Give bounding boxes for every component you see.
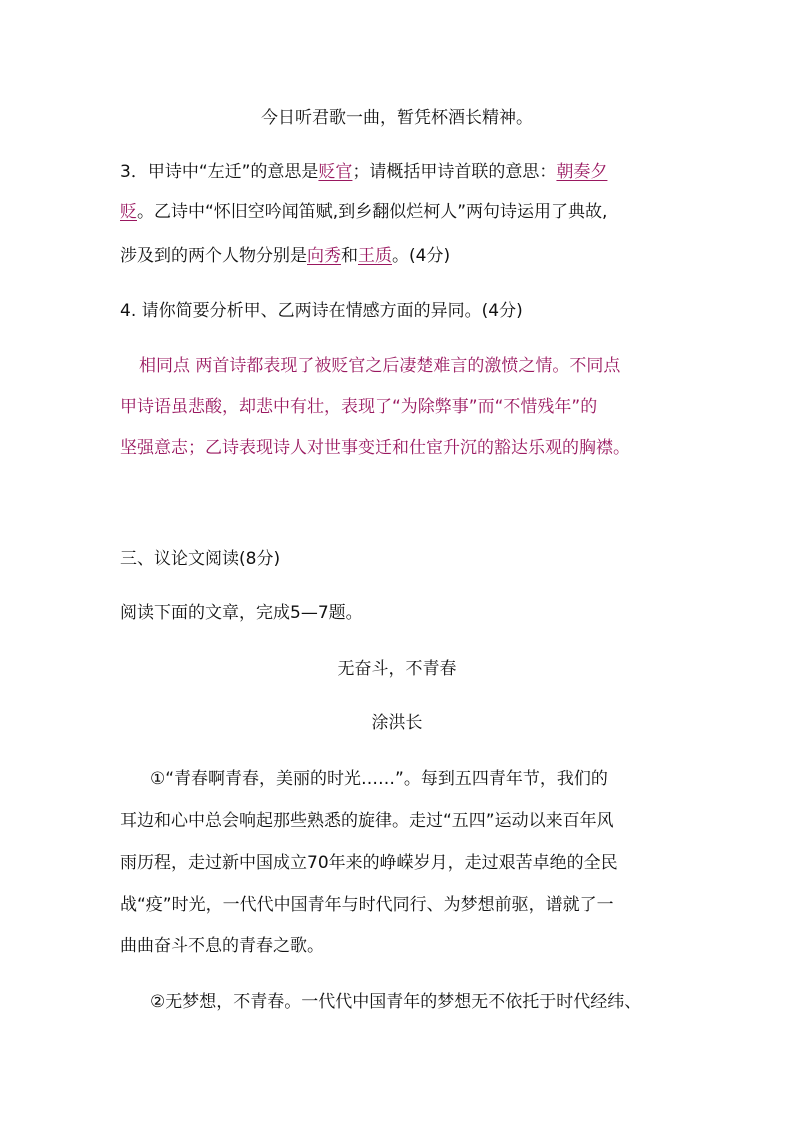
paragraph-1-line-3: 雨历程，走过新中国成立70年来的峥嵘岁月，走过艰苦卓绝的全民 <box>120 853 618 873</box>
article-author: 涂洪长 <box>371 713 423 733</box>
answer-shoulian-part1: 朝奏夕 <box>556 162 608 182</box>
q3-text-c: 。乙诗中“怀旧空吟闻笛赋,到乡翻似烂柯人”两句诗运用了典故, <box>137 202 608 222</box>
q3-text-f: 。(4分) <box>392 246 451 266</box>
q3-text-e: 和 <box>341 246 358 266</box>
poem-line: 今日听君歌一曲，暂凭杯酒长精神。 <box>261 108 533 128</box>
answer-zuoqian: 贬官 <box>318 162 353 182</box>
q3-text-a: 3．甲诗中“左迁”的意思是 <box>120 162 319 182</box>
q3-line-3 <box>120 245 450 267</box>
paragraph-2-line-1: ②无梦想，不青春。一代代中国青年的梦想无不依托于时代经纬、 <box>150 992 642 1012</box>
q4-answer-line-2: 甲诗语虽悲酸，却悲中有壮，表现了“为除弊事”而“不惜残年”的 <box>120 397 598 417</box>
q3-text-d: 涉及到的两个人物分别是 <box>120 246 307 266</box>
answer-person-1: 向秀 <box>307 246 341 266</box>
paragraph-1-line-1: ①“青春啊青春，美丽的时光……”。每到五四青年节，我们的 <box>150 769 608 789</box>
q4-answer-line-3: 坚强意志；乙诗表现诗人对世事变迁和仕宦升沉的豁达乐观的胸襟。 <box>120 438 630 458</box>
q3-text-b: ；请概括甲诗首联的意思： <box>352 162 557 182</box>
answer-shoulian-part2: 贬 <box>120 202 137 222</box>
q3-line-1 <box>120 161 607 183</box>
paragraph-1-line-2: 耳边和心中总会响起那些熟悉的旋律。走过“五四”运动以来百年风 <box>120 811 614 831</box>
q4-question: 4. 请你简要分析甲、乙两诗在情感方面的异同。(4分) <box>120 301 523 321</box>
answer-person-2: 王质 <box>358 246 392 266</box>
q3-line-2 <box>120 201 607 223</box>
paragraph-1-line-4: 战“疫”时光，一代代中国青年与时代同行、为梦想前驱，谱就了一 <box>120 895 614 915</box>
section-instruction: 阅读下面的文章，完成5—7题。 <box>120 603 363 623</box>
q4-answer-line-1: 相同点 两首诗都表现了被贬官之后凄楚难言的激愤之情。不同点 <box>139 356 621 376</box>
paragraph-1-line-5: 曲曲奋斗不息的青春之歌。 <box>120 936 324 956</box>
section-heading: 三、议论文阅读(8分) <box>120 549 281 569</box>
article-title: 无奋斗，不青春 <box>337 659 457 679</box>
